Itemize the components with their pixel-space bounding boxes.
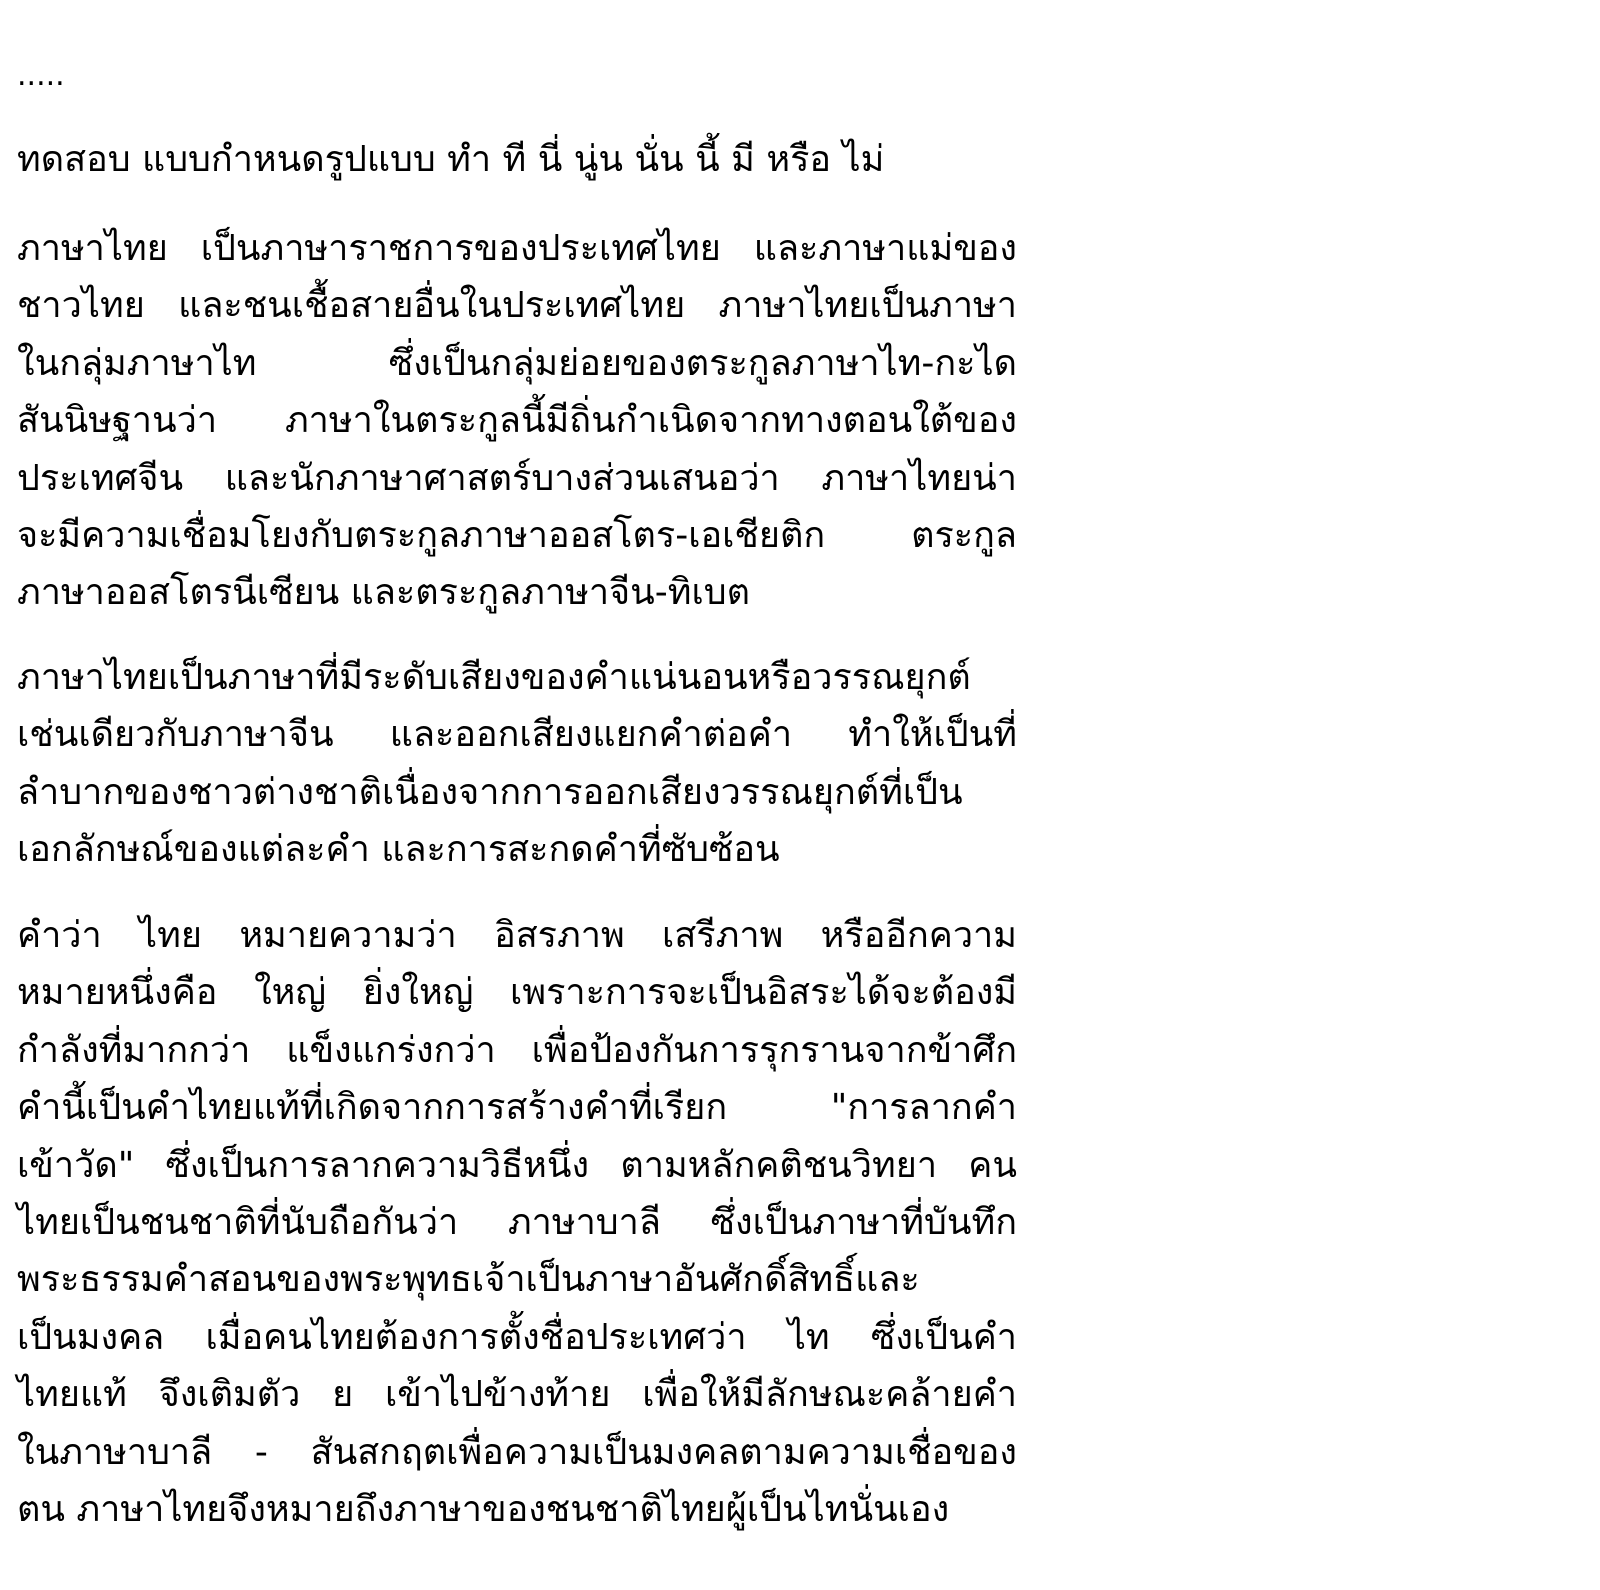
paragraph-line: ตน ภาษาไทยจึงหมายถึงภาษาของชนชาติไทยผู้เป็นไทนั่นเอง [17,1488,950,1530]
paragraph-line: เช่นเดียวกับภาษาจีน และออกเสียงแยกคำต่อคำ ทำให้เป็นที่ [17,714,1017,756]
paragraph-line: จะมีความเชื่อมโยงกับตระกูลภาษาออสโตร-เอเชียติก ตระกูล [17,514,1017,556]
paragraph-line: สันนิษฐานว่า ภาษาในตระกูลนี้มีถิ่นกำเนิดจากทางตอนใต้ของ [17,400,1017,442]
paragraph-line: เข้าวัด" ซึ่งเป็นการลากความวิธีหนึ่ง ตามหลักคติชนวิทยา คน [17,1144,1017,1186]
paragraph-line: กำลังที่มากกว่า แข็งแกร่งกว่า เพื่อป้องกันการรุกรานจากข้าศึก [17,1029,1017,1071]
ellipsis-marker: ..... [17,58,65,93]
paragraph-line: ไทยเป็นชนชาติที่นับถือกันว่า ภาษาบาลี ซึ่งเป็นภาษาที่บันทึก [17,1201,1017,1243]
paragraph-line: เอกลักษณ์ของแต่ละคำ และการสะกดคำที่ซับซ้อน [17,829,780,871]
paragraph-line: ลำบากของชาวต่างชาติเนื่องจากการออกเสียงวรรณยุกต์ที่เป็น [17,771,963,813]
paragraph-line: ในภาษาบาลี - สันสกฤตเพื่อความเป็นมงคลตามความเชื่อของ [17,1431,1017,1473]
paragraph-tonal-language [17,649,1017,879]
paragraph-line: คำว่า ไทย หมายความว่า อิสรภาพ เสรีภาพ หรืออีกความ [17,915,1017,956]
paragraph-meaning-of-thai [17,907,1017,1538]
paragraph-line: ไทยแท้ จึงเติมตัว ย เข้าไปข้างท้าย เพื่อให้มีลักษณะคล้ายคำ [17,1374,1017,1416]
paragraph-line: ภาษาไทยเป็นภาษาที่มีระดับเสียงของคำแน่นอนหรือวรรณยุกต์ [17,657,971,698]
paragraph-line: เป็นมงคล เมื่อคนไทยต้องการตั้งชื่อประเทศว่า ไท ซึ่งเป็นคำ [17,1316,1017,1358]
test-line: ทดสอบ แบบกำหนดรูปแบบ ทำ ที นี่ นู่น นั่น นี้ มี หรือ ไม่ [17,139,885,180]
test-line-paragraph [17,131,1017,188]
paragraph-line: ชาวไทย และชนเชื้อสายอื่นในประเทศไทย ภาษาไทยเป็นภาษา [17,285,1017,327]
paragraph-line: คำนี้เป็นคำไทยแท้ที่เกิดจากการสร้างคำที่เรียก "การลากคำ [17,1087,1017,1129]
paragraph-line: ภาษาไทย เป็นภาษาราชการของประเทศไทย และภาษาแม่ของ [17,228,1017,269]
paragraph-line: หมายหนึ่งคือ ใหญ่ ยิ่งใหญ่ เพราะการจะเป็นอิสระได้จะต้องมี [17,972,1017,1014]
paragraph-line: ภาษาออสโตรนีเซียน และตระกูลภาษาจีน-ทิเบต [17,572,751,614]
paragraph-line: ในกลุ่มภาษาไท ซึ่งเป็นกลุ่มย่อยของตระกูลภาษาไท-กะได [17,342,1017,384]
paragraph-thai-language-overview [17,220,1017,622]
paragraph-line: พระธรรมคำสอนของพระพุทธเจ้าเป็นภาษาอันศักดิ์สิทธิ์และ [17,1259,920,1301]
paragraph-line: ประเทศจีน และนักภาษาศาสตร์บางส่วนเสนอว่า ภาษาไทยน่า [17,457,1017,499]
